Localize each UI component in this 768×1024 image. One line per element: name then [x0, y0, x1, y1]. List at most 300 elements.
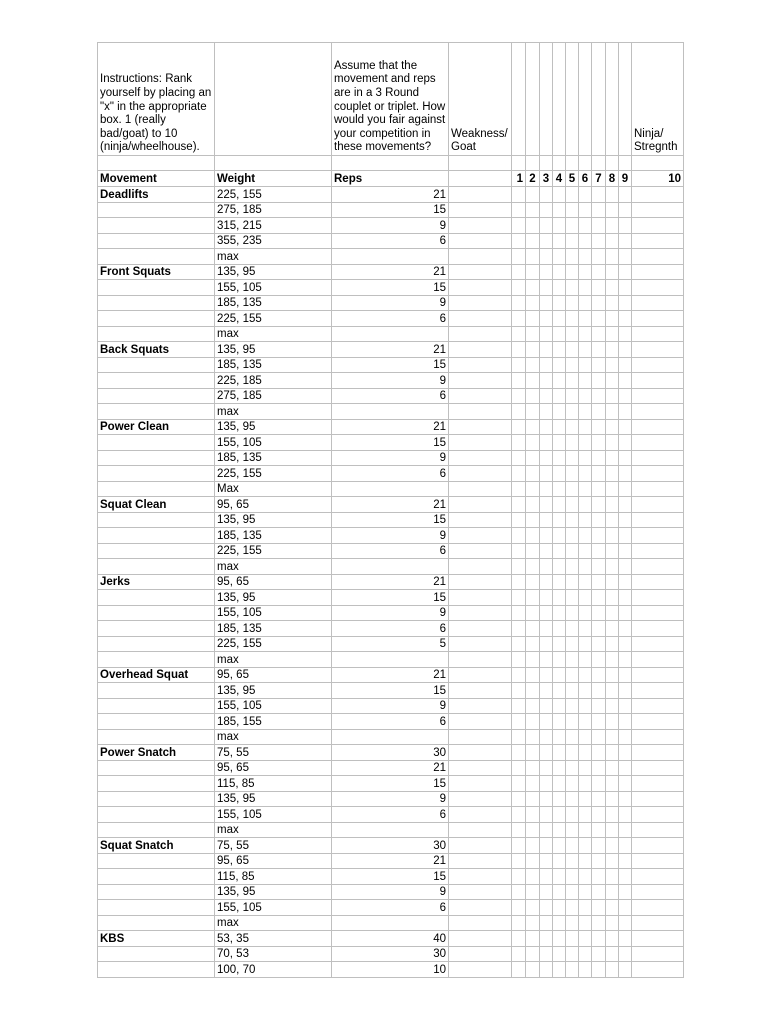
empty-cell[interactable] [449, 636, 512, 652]
rank-cell-6[interactable] [579, 884, 592, 900]
rank-cell-1[interactable] [512, 760, 526, 776]
rank-cell-6[interactable] [579, 326, 592, 342]
empty-cell[interactable] [449, 729, 512, 745]
rank-cell-5[interactable] [566, 435, 579, 451]
rank-cell-8[interactable] [606, 946, 619, 962]
rank-cell-1[interactable] [512, 745, 526, 761]
empty-cell[interactable] [98, 636, 215, 652]
rank-cell-4[interactable] [553, 838, 566, 854]
rank-cell-3[interactable] [540, 233, 553, 249]
rank-cell-1[interactable] [512, 233, 526, 249]
rank-cell-6[interactable] [579, 776, 592, 792]
rank-cell-9[interactable] [619, 264, 632, 280]
rank-cell-10[interactable] [632, 357, 684, 373]
rank-cell-5[interactable] [566, 884, 579, 900]
rank-cell-9[interactable] [619, 326, 632, 342]
rank-cell-1[interactable] [512, 311, 526, 327]
rank-cell-5[interactable] [566, 512, 579, 528]
rank-cell-2[interactable] [526, 652, 540, 668]
empty-cell[interactable] [449, 683, 512, 699]
rank-cell-2[interactable] [526, 450, 540, 466]
rank-cell-2[interactable] [526, 311, 540, 327]
empty-cell[interactable] [540, 156, 553, 171]
rank-cell-5[interactable] [566, 419, 579, 435]
empty-cell[interactable] [98, 884, 215, 900]
rank-cell-8[interactable] [606, 853, 619, 869]
rank-cell-1[interactable] [512, 218, 526, 234]
empty-cell[interactable] [449, 559, 512, 575]
rank-cell-4[interactable] [553, 946, 566, 962]
rank-cell-1[interactable] [512, 605, 526, 621]
rank-cell-6[interactable] [579, 574, 592, 590]
rank-cell-8[interactable] [606, 311, 619, 327]
empty-cell[interactable] [449, 233, 512, 249]
rank-cell-5[interactable] [566, 574, 579, 590]
rank-cell-2[interactable] [526, 853, 540, 869]
rank-cell-6[interactable] [579, 342, 592, 358]
rank-cell-2[interactable] [526, 202, 540, 218]
rank-cell-5[interactable] [566, 342, 579, 358]
rank-cell-8[interactable] [606, 543, 619, 559]
empty-cell[interactable] [449, 791, 512, 807]
rank-cell-7[interactable] [592, 435, 606, 451]
rank-cell-2[interactable] [526, 931, 540, 947]
rank-cell-6[interactable] [579, 280, 592, 296]
rank-cell-3[interactable] [540, 202, 553, 218]
rank-cell-4[interactable] [553, 497, 566, 513]
rank-cell-7[interactable] [592, 791, 606, 807]
rank-cell-9[interactable] [619, 776, 632, 792]
empty-cell[interactable] [98, 435, 215, 451]
rank-cell-4[interactable] [553, 667, 566, 683]
rank-cell-6[interactable] [579, 915, 592, 931]
empty-cell[interactable] [449, 776, 512, 792]
rank-cell-6[interactable] [579, 946, 592, 962]
rank-cell-10[interactable] [632, 404, 684, 420]
rank-cell-2[interactable] [526, 419, 540, 435]
rank-cell-10[interactable] [632, 249, 684, 265]
rank-cell-3[interactable] [540, 698, 553, 714]
rank-cell-10[interactable] [632, 280, 684, 296]
rank-cell-9[interactable] [619, 667, 632, 683]
rank-cell-6[interactable] [579, 605, 592, 621]
rank-cell-5[interactable] [566, 698, 579, 714]
empty-cell[interactable] [98, 946, 215, 962]
rank-cell-8[interactable] [606, 791, 619, 807]
rank-cell-8[interactable] [606, 698, 619, 714]
empty-cell[interactable] [526, 43, 540, 156]
rank-cell-4[interactable] [553, 342, 566, 358]
rank-cell-4[interactable] [553, 807, 566, 823]
rank-cell-1[interactable] [512, 497, 526, 513]
rank-cell-9[interactable] [619, 497, 632, 513]
rank-cell-7[interactable] [592, 667, 606, 683]
rank-cell-9[interactable] [619, 543, 632, 559]
rank-cell-4[interactable] [553, 621, 566, 637]
rank-cell-4[interactable] [553, 404, 566, 420]
empty-cell[interactable] [449, 450, 512, 466]
rank-cell-2[interactable] [526, 822, 540, 838]
rank-cell-2[interactable] [526, 714, 540, 730]
rank-cell-9[interactable] [619, 512, 632, 528]
rank-cell-3[interactable] [540, 745, 553, 761]
empty-cell[interactable] [449, 745, 512, 761]
rank-cell-10[interactable] [632, 466, 684, 482]
empty-cell[interactable] [98, 698, 215, 714]
rank-cell-9[interactable] [619, 419, 632, 435]
rank-cell-2[interactable] [526, 373, 540, 389]
rank-cell-2[interactable] [526, 543, 540, 559]
rank-cell-9[interactable] [619, 357, 632, 373]
rank-cell-9[interactable] [619, 342, 632, 358]
empty-cell[interactable] [98, 249, 215, 265]
rank-cell-6[interactable] [579, 652, 592, 668]
empty-cell[interactable] [449, 404, 512, 420]
rank-cell-10[interactable] [632, 450, 684, 466]
rank-cell-10[interactable] [632, 388, 684, 404]
rank-cell-8[interactable] [606, 760, 619, 776]
empty-cell[interactable] [98, 202, 215, 218]
rank-cell-1[interactable] [512, 590, 526, 606]
rank-cell-2[interactable] [526, 280, 540, 296]
rank-cell-10[interactable] [632, 729, 684, 745]
rank-cell-2[interactable] [526, 791, 540, 807]
rank-cell-4[interactable] [553, 760, 566, 776]
rank-cell-7[interactable] [592, 419, 606, 435]
rank-cell-8[interactable] [606, 652, 619, 668]
rank-cell-9[interactable] [619, 559, 632, 575]
rank-cell-8[interactable] [606, 233, 619, 249]
rank-cell-1[interactable] [512, 574, 526, 590]
rank-cell-5[interactable] [566, 559, 579, 575]
rank-cell-7[interactable] [592, 543, 606, 559]
empty-cell[interactable] [98, 776, 215, 792]
rank-cell-4[interactable] [553, 512, 566, 528]
rank-cell-3[interactable] [540, 280, 553, 296]
rank-cell-9[interactable] [619, 605, 632, 621]
rank-cell-10[interactable] [632, 946, 684, 962]
rank-cell-4[interactable] [553, 776, 566, 792]
empty-cell[interactable] [449, 481, 512, 497]
rank-cell-7[interactable] [592, 574, 606, 590]
rank-cell-5[interactable] [566, 667, 579, 683]
rank-cell-7[interactable] [592, 714, 606, 730]
rank-cell-7[interactable] [592, 853, 606, 869]
rank-cell-8[interactable] [606, 869, 619, 885]
rank-cell-9[interactable] [619, 466, 632, 482]
rank-cell-2[interactable] [526, 605, 540, 621]
rank-cell-6[interactable] [579, 357, 592, 373]
empty-cell[interactable] [98, 466, 215, 482]
rank-cell-10[interactable] [632, 636, 684, 652]
rank-cell-3[interactable] [540, 435, 553, 451]
rank-cell-2[interactable] [526, 528, 540, 544]
rank-cell-1[interactable] [512, 946, 526, 962]
rank-cell-4[interactable] [553, 373, 566, 389]
rank-cell-6[interactable] [579, 311, 592, 327]
empty-cell[interactable] [98, 388, 215, 404]
empty-cell[interactable] [449, 512, 512, 528]
rank-cell-9[interactable] [619, 187, 632, 203]
rank-cell-3[interactable] [540, 946, 553, 962]
rank-cell-10[interactable] [632, 698, 684, 714]
empty-cell[interactable] [449, 543, 512, 559]
rank-cell-10[interactable] [632, 419, 684, 435]
empty-cell[interactable] [98, 280, 215, 296]
rank-cell-6[interactable] [579, 559, 592, 575]
rank-cell-2[interactable] [526, 683, 540, 699]
rank-cell-1[interactable] [512, 295, 526, 311]
rank-cell-7[interactable] [592, 776, 606, 792]
rank-cell-10[interactable] [632, 807, 684, 823]
rank-cell-3[interactable] [540, 574, 553, 590]
rank-cell-6[interactable] [579, 233, 592, 249]
rank-cell-5[interactable] [566, 326, 579, 342]
rank-cell-4[interactable] [553, 280, 566, 296]
rank-cell-10[interactable] [632, 481, 684, 497]
rank-cell-2[interactable] [526, 838, 540, 854]
rank-cell-5[interactable] [566, 745, 579, 761]
rank-cell-10[interactable] [632, 187, 684, 203]
rank-cell-8[interactable] [606, 636, 619, 652]
rank-cell-9[interactable] [619, 869, 632, 885]
rank-cell-1[interactable] [512, 822, 526, 838]
empty-cell[interactable] [553, 43, 566, 156]
rank-cell-4[interactable] [553, 729, 566, 745]
rank-cell-10[interactable] [632, 202, 684, 218]
rank-cell-6[interactable] [579, 636, 592, 652]
empty-cell[interactable] [606, 156, 619, 171]
rank-cell-9[interactable] [619, 807, 632, 823]
empty-cell[interactable] [449, 962, 512, 978]
empty-cell[interactable] [592, 156, 606, 171]
rank-cell-5[interactable] [566, 249, 579, 265]
rank-cell-9[interactable] [619, 838, 632, 854]
rank-cell-10[interactable] [632, 838, 684, 854]
rank-cell-9[interactable] [619, 373, 632, 389]
rank-cell-6[interactable] [579, 264, 592, 280]
rank-cell-10[interactable] [632, 900, 684, 916]
rank-cell-7[interactable] [592, 636, 606, 652]
empty-cell[interactable] [98, 450, 215, 466]
rank-cell-8[interactable] [606, 884, 619, 900]
empty-cell[interactable] [449, 171, 512, 187]
empty-cell[interactable] [449, 869, 512, 885]
empty-cell[interactable] [98, 869, 215, 885]
rank-cell-1[interactable] [512, 342, 526, 358]
rank-cell-9[interactable] [619, 946, 632, 962]
rank-cell-4[interactable] [553, 683, 566, 699]
empty-cell[interactable] [449, 264, 512, 280]
empty-cell[interactable] [449, 574, 512, 590]
rank-cell-9[interactable] [619, 218, 632, 234]
rank-cell-3[interactable] [540, 481, 553, 497]
empty-cell[interactable] [215, 156, 332, 171]
rank-cell-2[interactable] [526, 295, 540, 311]
rank-cell-1[interactable] [512, 249, 526, 265]
empty-cell[interactable] [449, 760, 512, 776]
rank-cell-3[interactable] [540, 187, 553, 203]
rank-cell-6[interactable] [579, 698, 592, 714]
rank-cell-8[interactable] [606, 497, 619, 513]
rank-cell-4[interactable] [553, 528, 566, 544]
rank-cell-6[interactable] [579, 838, 592, 854]
rank-cell-8[interactable] [606, 605, 619, 621]
rank-cell-1[interactable] [512, 528, 526, 544]
empty-cell[interactable] [98, 760, 215, 776]
empty-cell[interactable] [526, 156, 540, 171]
rank-cell-7[interactable] [592, 466, 606, 482]
rank-cell-3[interactable] [540, 249, 553, 265]
empty-cell[interactable] [98, 652, 215, 668]
rank-cell-1[interactable] [512, 388, 526, 404]
rank-cell-3[interactable] [540, 326, 553, 342]
rank-cell-7[interactable] [592, 745, 606, 761]
rank-cell-10[interactable] [632, 264, 684, 280]
rank-cell-10[interactable] [632, 435, 684, 451]
rank-cell-3[interactable] [540, 636, 553, 652]
empty-cell[interactable] [449, 466, 512, 482]
rank-cell-8[interactable] [606, 776, 619, 792]
rank-cell-4[interactable] [553, 745, 566, 761]
rank-cell-4[interactable] [553, 791, 566, 807]
rank-cell-3[interactable] [540, 915, 553, 931]
rank-cell-7[interactable] [592, 652, 606, 668]
empty-cell[interactable] [98, 311, 215, 327]
rank-cell-10[interactable] [632, 931, 684, 947]
rank-cell-7[interactable] [592, 962, 606, 978]
rank-cell-7[interactable] [592, 388, 606, 404]
rank-cell-9[interactable] [619, 900, 632, 916]
rank-cell-4[interactable] [553, 388, 566, 404]
rank-cell-9[interactable] [619, 931, 632, 947]
empty-cell[interactable] [98, 373, 215, 389]
rank-cell-3[interactable] [540, 931, 553, 947]
rank-cell-2[interactable] [526, 435, 540, 451]
empty-cell[interactable] [449, 202, 512, 218]
rank-cell-7[interactable] [592, 590, 606, 606]
rank-cell-1[interactable] [512, 915, 526, 931]
rank-cell-8[interactable] [606, 714, 619, 730]
rank-cell-8[interactable] [606, 466, 619, 482]
rank-cell-5[interactable] [566, 853, 579, 869]
empty-cell[interactable] [566, 156, 579, 171]
rank-cell-9[interactable] [619, 233, 632, 249]
rank-cell-6[interactable] [579, 435, 592, 451]
rank-cell-2[interactable] [526, 218, 540, 234]
rank-cell-9[interactable] [619, 590, 632, 606]
rank-cell-2[interactable] [526, 249, 540, 265]
empty-cell[interactable] [98, 791, 215, 807]
empty-cell[interactable] [98, 218, 215, 234]
rank-cell-10[interactable] [632, 233, 684, 249]
rank-cell-7[interactable] [592, 760, 606, 776]
rank-cell-3[interactable] [540, 760, 553, 776]
rank-cell-10[interactable] [632, 497, 684, 513]
empty-cell[interactable] [98, 481, 215, 497]
rank-cell-8[interactable] [606, 931, 619, 947]
rank-cell-10[interactable] [632, 342, 684, 358]
empty-cell[interactable] [540, 43, 553, 156]
rank-cell-6[interactable] [579, 512, 592, 528]
rank-cell-1[interactable] [512, 559, 526, 575]
rank-cell-2[interactable] [526, 404, 540, 420]
rank-cell-9[interactable] [619, 822, 632, 838]
rank-cell-5[interactable] [566, 373, 579, 389]
rank-cell-8[interactable] [606, 404, 619, 420]
rank-cell-2[interactable] [526, 946, 540, 962]
rank-cell-7[interactable] [592, 497, 606, 513]
rank-cell-5[interactable] [566, 295, 579, 311]
rank-cell-3[interactable] [540, 559, 553, 575]
rank-cell-8[interactable] [606, 729, 619, 745]
rank-cell-5[interactable] [566, 869, 579, 885]
empty-cell[interactable] [449, 218, 512, 234]
rank-cell-4[interactable] [553, 481, 566, 497]
rank-cell-4[interactable] [553, 636, 566, 652]
rank-cell-1[interactable] [512, 900, 526, 916]
rank-cell-5[interactable] [566, 233, 579, 249]
rank-cell-1[interactable] [512, 636, 526, 652]
empty-cell[interactable] [449, 311, 512, 327]
rank-cell-3[interactable] [540, 311, 553, 327]
rank-cell-7[interactable] [592, 512, 606, 528]
rank-cell-1[interactable] [512, 729, 526, 745]
empty-cell[interactable] [449, 807, 512, 823]
rank-cell-8[interactable] [606, 667, 619, 683]
rank-cell-4[interactable] [553, 311, 566, 327]
empty-cell[interactable] [632, 156, 684, 171]
rank-cell-6[interactable] [579, 388, 592, 404]
rank-cell-10[interactable] [632, 869, 684, 885]
rank-cell-5[interactable] [566, 466, 579, 482]
rank-cell-3[interactable] [540, 714, 553, 730]
rank-cell-10[interactable] [632, 528, 684, 544]
rank-cell-5[interactable] [566, 838, 579, 854]
rank-cell-9[interactable] [619, 745, 632, 761]
rank-cell-3[interactable] [540, 264, 553, 280]
rank-cell-7[interactable] [592, 311, 606, 327]
rank-cell-10[interactable] [632, 884, 684, 900]
rank-cell-6[interactable] [579, 807, 592, 823]
rank-cell-4[interactable] [553, 466, 566, 482]
rank-cell-3[interactable] [540, 900, 553, 916]
empty-cell[interactable] [449, 419, 512, 435]
rank-cell-10[interactable] [632, 621, 684, 637]
rank-cell-10[interactable] [632, 776, 684, 792]
rank-cell-10[interactable] [632, 962, 684, 978]
rank-cell-2[interactable] [526, 187, 540, 203]
rank-cell-9[interactable] [619, 202, 632, 218]
rank-cell-7[interactable] [592, 683, 606, 699]
rank-cell-1[interactable] [512, 435, 526, 451]
rank-cell-4[interactable] [553, 543, 566, 559]
rank-cell-3[interactable] [540, 667, 553, 683]
rank-cell-9[interactable] [619, 311, 632, 327]
rank-cell-7[interactable] [592, 373, 606, 389]
rank-cell-2[interactable] [526, 667, 540, 683]
rank-cell-7[interactable] [592, 233, 606, 249]
rank-cell-8[interactable] [606, 419, 619, 435]
empty-cell[interactable] [449, 342, 512, 358]
rank-cell-3[interactable] [540, 497, 553, 513]
rank-cell-1[interactable] [512, 481, 526, 497]
empty-cell[interactable] [98, 233, 215, 249]
rank-cell-10[interactable] [632, 543, 684, 559]
rank-cell-3[interactable] [540, 404, 553, 420]
rank-cell-7[interactable] [592, 342, 606, 358]
rank-cell-6[interactable] [579, 791, 592, 807]
